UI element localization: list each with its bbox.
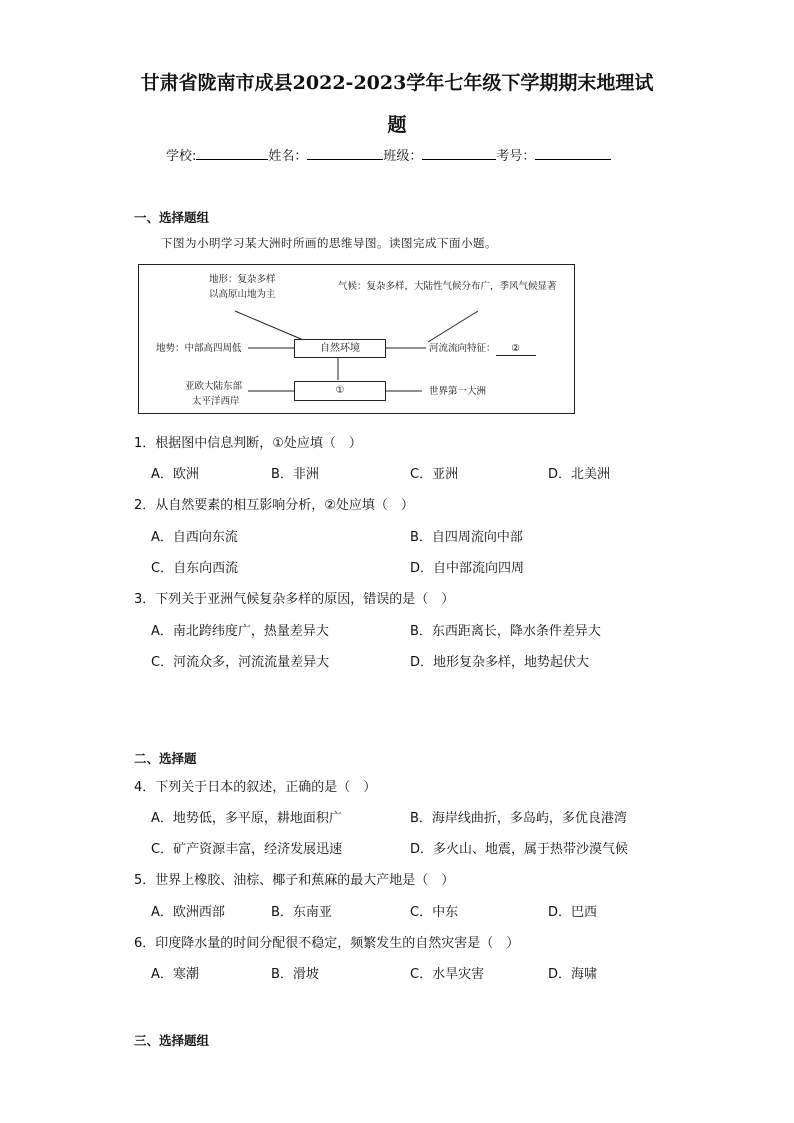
- question-4-stem: 4．下列关于日本的叙述，正确的是（ ）: [134, 780, 377, 795]
- page-title-line-1: 甘肃省陇南市成县2022-2023学年七年级下学期期末地理试: [140, 72, 654, 94]
- question-2-option-d[interactable]: D．自中部流向四周: [410, 561, 525, 576]
- question-5-option-d[interactable]: D．巴西: [548, 905, 598, 920]
- river-flow-prefix: 河流流向特征：: [429, 343, 496, 354]
- page-title-line-2: 题: [387, 114, 407, 136]
- intro-text: 下图为小明学习某大洲时所画的思维导图。读图完成下面小题。: [161, 236, 497, 250]
- location-label-line-1: 亚欧大陆东部: [185, 381, 243, 392]
- question-5-option-b[interactable]: B．东南亚: [271, 905, 332, 920]
- question-6-option-d[interactable]: D．海啸: [548, 967, 598, 982]
- question-1-option-d[interactable]: D．北美洲: [548, 467, 611, 482]
- climate-label: 气候：复杂多样，大陆性气候分布广，季风气候显著: [338, 281, 557, 292]
- question-3-option-d[interactable]: D．地形复杂多样，地势起伏大: [410, 655, 590, 670]
- question-5-option-a[interactable]: A．欧洲西部: [151, 905, 225, 920]
- location-label-line-2: 太平洋西岸: [192, 396, 240, 407]
- question-3-stem: 3．下列关于亚洲气候复杂多样的原因，错误的是（ ）: [134, 592, 455, 607]
- section-2-heading: 二、选择题: [134, 751, 197, 766]
- question-6-stem: 6．印度降水量的时间分配很不稳定，频繁发生的自然灾害是（ ）: [134, 936, 520, 951]
- question-3-option-b[interactable]: B．东西距离长，降水条件差异大: [410, 624, 601, 639]
- question-3-option-c[interactable]: C．河流众多，河流流量差异大: [151, 655, 330, 670]
- student-info-row: [166, 145, 611, 164]
- natural-environment-box: 自然环境: [294, 339, 386, 358]
- river-flow-label: [429, 341, 536, 356]
- name-field[interactable]: [307, 145, 383, 160]
- question-4-option-b[interactable]: B．海岸线曲折，多岛屿，多优良港湾: [410, 811, 627, 826]
- question-6-option-b[interactable]: B．滑坡: [271, 967, 319, 982]
- section-1-heading: 一、选择题组: [134, 210, 210, 225]
- landform-label-line-2: 以高原山地为主: [209, 289, 276, 300]
- question-4-option-c[interactable]: C．矿产资源丰富，经济发展迅速: [151, 842, 343, 857]
- question-2-option-c[interactable]: C．自东向西流: [151, 561, 239, 576]
- continent-name-box: ①: [294, 381, 386, 401]
- question-2-option-b[interactable]: B．自四周流向中部: [410, 530, 523, 545]
- question-6-option-a[interactable]: A．寒潮: [151, 967, 199, 982]
- question-1-stem: 1．根据图中信息判断，①处应填（ ）: [134, 436, 362, 451]
- school-label: 学校:: [166, 149, 197, 164]
- exam-number-label: 考号：: [496, 149, 536, 164]
- section-3-heading: 三、选择题组: [134, 1033, 210, 1048]
- question-3-option-a[interactable]: A．南北跨纬度广，热量差异大: [151, 624, 329, 639]
- question-2-stem: 2．从自然要素的相互影响分析，②处应填（ ）: [134, 498, 414, 513]
- name-label: 姓名：: [268, 149, 308, 164]
- exam-number-field[interactable]: [535, 145, 611, 160]
- question-6-option-c[interactable]: C．水旱灾害: [410, 967, 485, 982]
- question-5-option-c[interactable]: C．中东: [410, 905, 459, 920]
- question-4-option-d[interactable]: D．多火山、地震，属于热带沙漠气候: [410, 842, 629, 857]
- class-field[interactable]: [422, 145, 496, 160]
- mind-map-diagram: [138, 264, 575, 414]
- school-field[interactable]: [196, 145, 268, 160]
- question-5-stem: 5．世界上橡胶、油棕、椰子和蕉麻的最大产地是（ ）: [134, 873, 455, 888]
- landform-label-line-1: 地形：复杂多样: [209, 274, 276, 285]
- question-1-option-b[interactable]: B．非洲: [271, 467, 319, 482]
- class-label: 班级：: [383, 149, 423, 164]
- largest-continent-label: 世界第一大洲: [429, 386, 487, 397]
- terrain-label: 地势：中部高四周低: [156, 343, 242, 354]
- question-1-option-c[interactable]: C．亚洲: [410, 467, 459, 482]
- question-1-option-a[interactable]: A．欧洲: [151, 467, 199, 482]
- question-4-option-a[interactable]: A．地势低，多平原，耕地面积广: [151, 811, 342, 826]
- question-2-option-a[interactable]: A．自西向东流: [151, 530, 238, 545]
- river-flow-blank: ②: [496, 343, 536, 356]
